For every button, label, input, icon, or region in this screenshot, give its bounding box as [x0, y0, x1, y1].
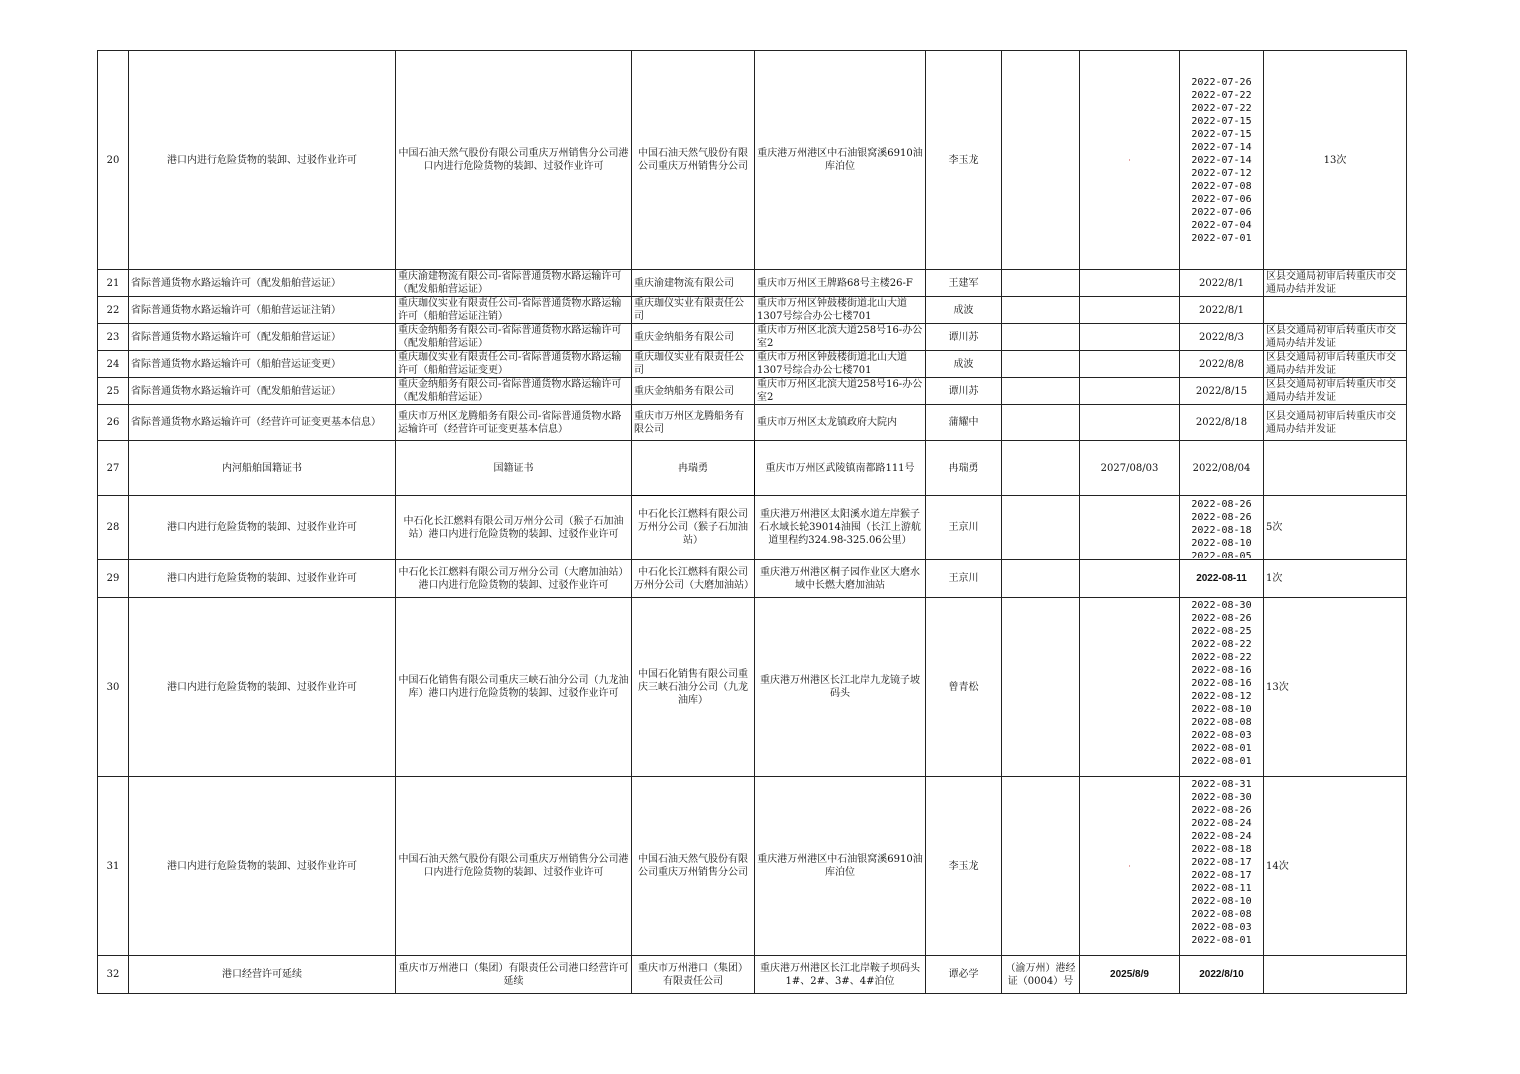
table-row	[98, 560, 1407, 598]
legal-person: 谭川苏	[926, 324, 1002, 351]
date-entry: 2022-07-14	[1191, 141, 1252, 153]
remark: 区县交通局初审后转重庆市交通局办结并发证	[1264, 378, 1407, 405]
date-entry: 2022-08-01	[1191, 935, 1252, 946]
valid-until	[1080, 270, 1180, 297]
project-name: 重庆市万州港口（集团）有限责任公司港口经营许可延续	[396, 956, 632, 994]
project-name: 国籍证书	[396, 441, 632, 496]
cert-number	[1002, 560, 1080, 598]
applicant: 重庆金纳船务有限公司	[632, 378, 755, 405]
cert-number	[1002, 496, 1080, 560]
date-entry: 2022-07-22	[1191, 102, 1252, 114]
project-name: 重庆珈仪实业有限责任公司-省际普通货物水路运输许可（船舶营运证注销）	[396, 297, 632, 324]
legal-person: 蒲耀中	[926, 405, 1002, 441]
date-entry: 2022-07-22	[1191, 89, 1252, 101]
cert-number	[1002, 297, 1080, 324]
date-entry: 2022-08-18	[1191, 844, 1252, 855]
dot-mark: ·	[1128, 861, 1131, 871]
valid-until	[1080, 405, 1180, 441]
remark: 区县交通局初审后转重庆市交通局办结并发证	[1264, 270, 1407, 297]
valid-until: 2027/08/03	[1080, 441, 1180, 496]
table-row	[98, 324, 1407, 351]
decision-date: 2022/8/8	[1180, 351, 1264, 378]
remark: 13次	[1264, 51, 1407, 270]
applicant: 重庆珈仪实业有限责任公司	[632, 297, 755, 324]
date-entry: 2022-08-16	[1191, 665, 1252, 676]
valid-until	[1080, 777, 1180, 956]
row-number: 30	[98, 598, 129, 777]
project-name: 重庆市万州区龙腾船务有限公司-省际普通货物水路运输许可（经营许可证变更基本信息）	[396, 405, 632, 441]
remark: 14次	[1264, 777, 1407, 956]
row-number: 22	[98, 297, 129, 324]
legal-person: 李玉龙	[926, 777, 1002, 956]
license-item: 省际普通货物水路运输许可（经营许可证变更基本信息）	[129, 405, 396, 441]
applicant: 中石化长江燃料有限公司万州分公司（大磨加油站）	[632, 560, 755, 598]
address: 重庆市万州区太龙镇政府大院内	[755, 405, 926, 441]
applicant: 重庆珈仪实业有限责任公司	[632, 351, 755, 378]
license-table	[97, 50, 1407, 994]
decision-date: 2022/8/3	[1180, 324, 1264, 351]
license-item: 省际普通货物水路运输许可（船舶营运证注销）	[129, 297, 396, 324]
decision-date: 2022/8/1	[1180, 297, 1264, 324]
decision-date: 2022/8/10	[1180, 956, 1264, 994]
date-entry: 2022-08-30	[1191, 792, 1252, 803]
date-entry: 2022-07-01	[1191, 232, 1252, 244]
date-entry: 2022-08-26	[1191, 511, 1252, 523]
license-item: 省际普通货物水路运输许可（船舶营运证变更）	[129, 351, 396, 378]
cert-number	[1002, 441, 1080, 496]
decision-dates	[1180, 598, 1264, 777]
address: 重庆市万州区钟鼓楼街道北山大道1307号综合办公七楼701	[755, 351, 926, 378]
row-number: 31	[98, 777, 129, 956]
date-entry: 2022-08-24	[1191, 831, 1252, 842]
address: 重庆市万州区钟鼓楼街道北山大道1307号综合办公七楼701	[755, 297, 926, 324]
table-row	[98, 351, 1407, 378]
date-entry: 2022-07-08	[1191, 180, 1252, 192]
applicant: 中国石油天然气股份有限公司重庆万州销售分公司	[632, 51, 755, 270]
row-number: 24	[98, 351, 129, 378]
remark	[1264, 956, 1407, 994]
valid-until: 2025/8/9	[1080, 956, 1180, 994]
project-name: 中国石油天然气股份有限公司重庆万州销售分公司港口内进行危险货物的装卸、过驳作业许可	[396, 777, 632, 956]
date-entry: 2022-08-01	[1191, 756, 1252, 767]
valid-until	[1080, 378, 1180, 405]
row-number: 23	[98, 324, 129, 351]
license-item: 港口内进行危险货物的装卸、过驳作业许可	[129, 560, 396, 598]
cert-number	[1002, 51, 1080, 270]
date-entry: 2022-08-26	[1191, 498, 1252, 510]
address: 重庆港万州港区太阳溪水道左岸猴子石水域长轮39014油囤（长江上游航道里程约324.98-325.06公里）	[755, 496, 926, 560]
date-entry: 2022-08-05	[1191, 550, 1252, 558]
date-entry: 2022-08-01	[1191, 743, 1252, 754]
address: 重庆市万州区武陵镇南都路111号	[755, 441, 926, 496]
date-entry: 2022-07-15	[1191, 115, 1252, 127]
legal-person: 成波	[926, 297, 1002, 324]
decision-date: 2022/8/15	[1180, 378, 1264, 405]
applicant: 中国石油天然气股份有限公司重庆万州销售分公司	[632, 777, 755, 956]
license-item: 港口经营许可延续	[129, 956, 396, 994]
remark: 13次	[1264, 598, 1407, 777]
date-entry: 2022-08-18	[1191, 524, 1252, 536]
valid-until	[1080, 598, 1180, 777]
decision-dates	[1180, 496, 1264, 560]
legal-person: 李玉龙	[926, 51, 1002, 270]
remark: 区县交通局初审后转重庆市交通局办结并发证	[1264, 351, 1407, 378]
remark: 区县交通局初审后转重庆市交通局办结并发证	[1264, 405, 1407, 441]
license-item: 港口内进行危险货物的装卸、过驳作业许可	[129, 496, 396, 560]
address: 重庆港万州港区中石油银窝溪6910油库泊位	[755, 777, 926, 956]
cert-number	[1002, 598, 1080, 777]
address: 重庆港万州港区长江北岸鞍子坝码头1#、2#、3#、4#泊位	[755, 956, 926, 994]
decision-dates	[1180, 51, 1264, 270]
date-entry: 2022-08-08	[1191, 909, 1252, 920]
row-number: 21	[98, 270, 129, 297]
row-number: 29	[98, 560, 129, 598]
table-row	[98, 777, 1407, 956]
date-entry: 2022-08-30	[1191, 600, 1252, 611]
project-name: 重庆珈仪实业有限责任公司-省际普通货物水路运输许可（船舶营运证变更）	[396, 351, 632, 378]
decision-date: 2022/8/18	[1180, 405, 1264, 441]
address: 重庆港万州港区中石油银窝溪6910油库泊位	[755, 51, 926, 270]
project-name: 重庆渝建物流有限公司-省际普通货物水路运输许可（配发船舶营运证）	[396, 270, 632, 297]
legal-person: 冉瑞勇	[926, 441, 1002, 496]
applicant: 重庆市万州区龙腾船务有限公司	[632, 405, 755, 441]
project-name: 中国石油天然气股份有限公司重庆万州销售分公司港口内进行危险货物的装卸、过驳作业许可	[396, 51, 632, 270]
applicant: 重庆市万州港口（集团）有限责任公司	[632, 956, 755, 994]
table-row	[98, 270, 1407, 297]
valid-until	[1080, 496, 1180, 560]
applicant: 中石化长江燃料有限公司万州分公司（猴子石加油站）	[632, 496, 755, 560]
cert-number	[1002, 324, 1080, 351]
table-row	[98, 598, 1407, 777]
cert-number	[1002, 405, 1080, 441]
decision-date: 2022/8/1	[1180, 270, 1264, 297]
row-number: 25	[98, 378, 129, 405]
applicant: 中国石化销售有限公司重庆三峡石油分公司（九龙油库）	[632, 598, 755, 777]
table-row	[98, 956, 1407, 994]
project-name: 中石化长江燃料有限公司万州分公司（猴子石加油站）港口内进行危险货物的装卸、过驳作业许可	[396, 496, 632, 560]
address: 重庆市万州区北滨大道258号16-办公室2	[755, 324, 926, 351]
table-row	[98, 297, 1407, 324]
date-entry: 2022-08-11	[1191, 883, 1252, 894]
date-entry: 2022-08-12	[1191, 691, 1252, 702]
address: 重庆港万州港区长江北岸九龙镜子坡码头	[755, 598, 926, 777]
date-entry: 2022-07-06	[1191, 206, 1252, 218]
date-entry: 2022-08-03	[1191, 922, 1252, 933]
license-item: 港口内进行危险货物的装卸、过驳作业许可	[129, 777, 396, 956]
license-item: 港口内进行危险货物的装卸、过驳作业许可	[129, 51, 396, 270]
date-entry: 2022-08-25	[1191, 626, 1252, 637]
cert-number	[1002, 378, 1080, 405]
table-row	[98, 496, 1407, 560]
valid-until	[1080, 297, 1180, 324]
license-item: 省际普通货物水路运输许可（配发船舶营运证）	[129, 324, 396, 351]
valid-until	[1080, 560, 1180, 598]
legal-person: 谭川苏	[926, 378, 1002, 405]
date-entry: 2022-08-08	[1191, 717, 1252, 728]
red-dot-mark: ·	[1128, 155, 1131, 165]
license-item: 省际普通货物水路运输许可（配发船舶营运证）	[129, 270, 396, 297]
applicant: 重庆金纳船务有限公司	[632, 324, 755, 351]
project-name: 重庆金纳船务有限公司-省际普通货物水路运输许可（配发船舶营运证）	[396, 378, 632, 405]
row-number: 26	[98, 405, 129, 441]
table-row	[98, 405, 1407, 441]
date-entry: 2022-08-24	[1191, 818, 1252, 829]
valid-until	[1080, 324, 1180, 351]
date-entry: 2022-07-04	[1191, 219, 1252, 231]
license-item: 港口内进行危险货物的装卸、过驳作业许可	[129, 598, 396, 777]
date-entry: 2022-08-03	[1191, 730, 1252, 741]
remark: 5次	[1264, 496, 1407, 560]
table-row	[98, 378, 1407, 405]
cert-number	[1002, 777, 1080, 956]
row-number: 20	[98, 51, 129, 270]
date-entry: 2022-07-14	[1191, 154, 1252, 166]
project-name: 中国石化销售有限公司重庆三峡石油分公司（九龙油库）港口内进行危险货物的装卸、过驳作业许可	[396, 598, 632, 777]
applicant: 重庆渝建物流有限公司	[632, 270, 755, 297]
row-number: 32	[98, 956, 129, 994]
date-entry: 2022-08-16	[1191, 678, 1252, 689]
date-entry: 2022-08-17	[1191, 857, 1252, 868]
decision-dates	[1180, 777, 1264, 956]
legal-person: 王京川	[926, 560, 1002, 598]
decision-date: 2022-08-11	[1180, 560, 1264, 598]
row-number: 28	[98, 496, 129, 560]
license-item: 内河船舶国籍证书	[129, 441, 396, 496]
remark	[1264, 441, 1407, 496]
date-entry: 2022-08-26	[1191, 613, 1252, 624]
date-entry: 2022-08-22	[1191, 639, 1252, 650]
date-entry: 2022-07-06	[1191, 193, 1252, 205]
project-name: 重庆金纳船务有限公司-省际普通货物水路运输许可（配发船舶营运证）	[396, 324, 632, 351]
legal-person: 王建军	[926, 270, 1002, 297]
date-entry: 2022-08-31	[1191, 779, 1252, 790]
address: 重庆市万州区北滨大道258号16-办公室2	[755, 378, 926, 405]
cert-number	[1002, 351, 1080, 378]
date-entry: 2022-08-10	[1191, 896, 1252, 907]
legal-person: 曾青松	[926, 598, 1002, 777]
valid-until	[1080, 51, 1180, 270]
applicant: 冉瑞勇	[632, 441, 755, 496]
date-entry: 2022-07-26	[1191, 76, 1252, 88]
cert-number	[1002, 270, 1080, 297]
legal-person: 成波	[926, 351, 1002, 378]
date-entry: 2022-08-10	[1191, 704, 1252, 715]
remark: 1次	[1264, 560, 1407, 598]
table-row	[98, 441, 1407, 496]
address: 重庆港万州港区桐子园作业区大磨水域中长燃大磨加油站	[755, 560, 926, 598]
project-name: 中石化长江燃料有限公司万州分公司（大磨加油站）港口内进行危险货物的装卸、过驳作业许可	[396, 560, 632, 598]
date-entry: 2022-08-10	[1191, 537, 1252, 549]
license-item: 省际普通货物水路运输许可（配发船舶营运证）	[129, 378, 396, 405]
row-number: 27	[98, 441, 129, 496]
legal-person: 王京川	[926, 496, 1002, 560]
remark: 区县交通局初审后转重庆市交通局办结并发证	[1264, 324, 1407, 351]
date-entry: 2022-08-26	[1191, 805, 1252, 816]
date-entry: 2022-08-22	[1191, 652, 1252, 663]
date-entry: 2022-08-17	[1191, 870, 1252, 881]
address: 重庆市万州区王牌路68号主楼26-F	[755, 270, 926, 297]
valid-until	[1080, 351, 1180, 378]
legal-person: 谭必学	[926, 956, 1002, 994]
remark	[1264, 297, 1407, 324]
date-entry: 2022-07-15	[1191, 128, 1252, 140]
decision-date: 2022/08/04	[1180, 441, 1264, 496]
table-row	[98, 51, 1407, 270]
date-entry: 2022-07-12	[1191, 167, 1252, 179]
cert-number: （渝万州）港经证（0004）号	[1002, 956, 1080, 994]
